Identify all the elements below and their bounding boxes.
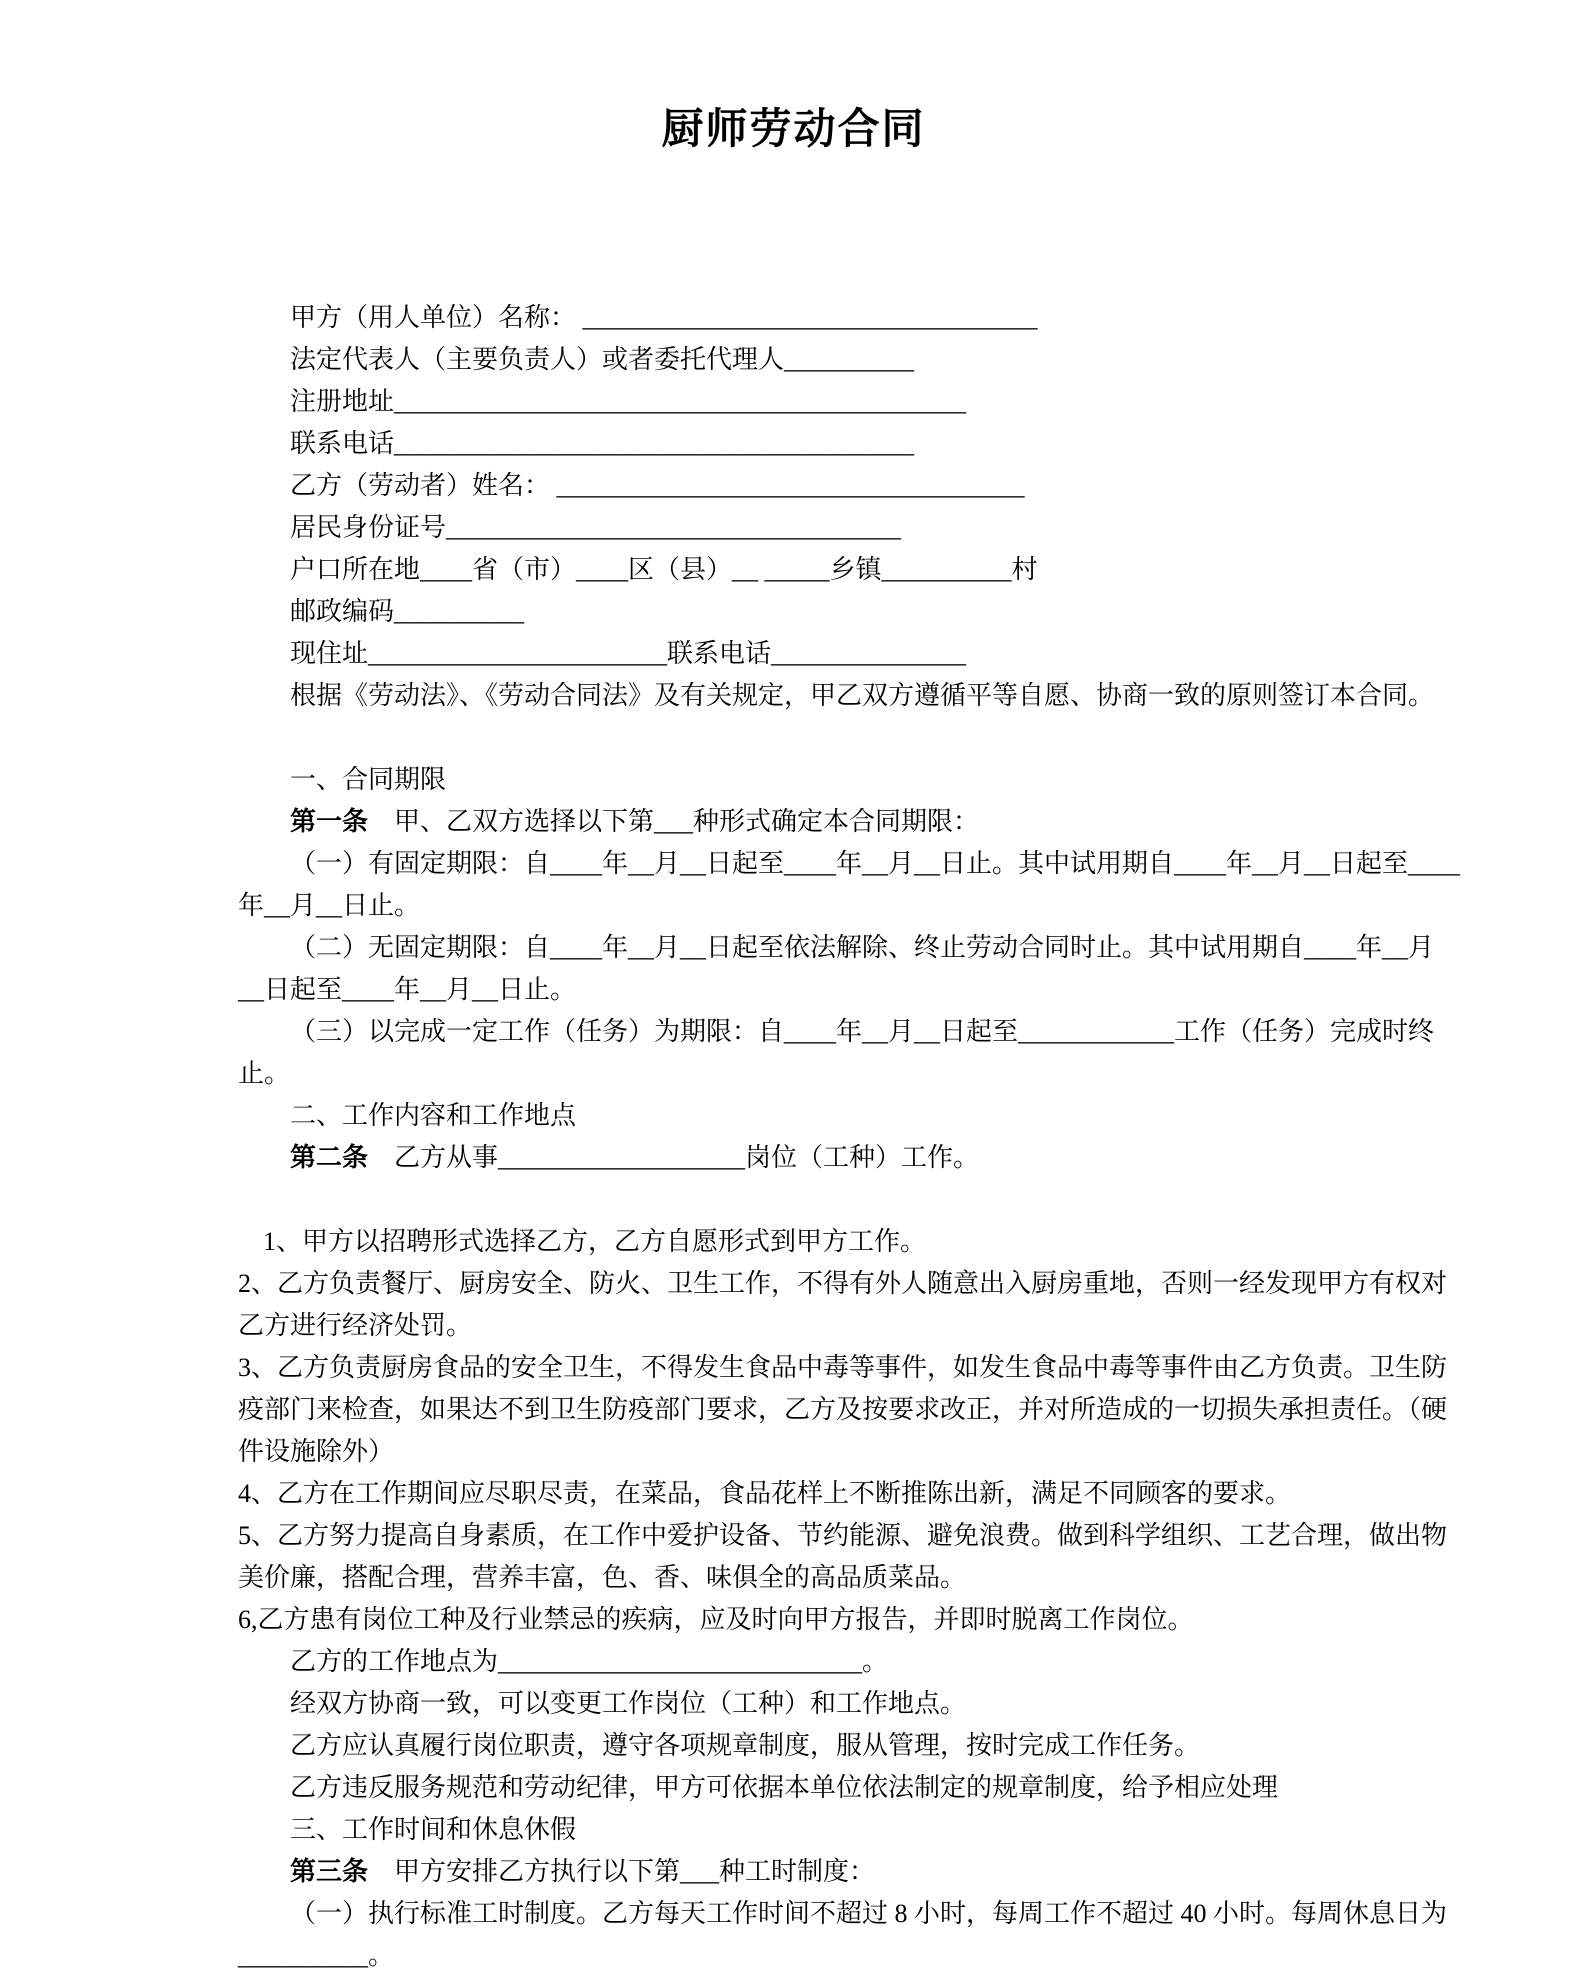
line-text: 4、乙方在工作期间应尽职尽责，在菜品，食品花样上不断推陈出新，满足不同顾客的要求。 [238, 1479, 1292, 1508]
clause-2-item-4 [238, 1473, 1577, 1515]
line-text: 经双方协商一致，可以变更工作岗位（工种）和工作地点。 [290, 1689, 967, 1718]
line-text: 三、工作时间和休息休假 [290, 1815, 577, 1844]
spacer [238, 1179, 1577, 1221]
line-text: 美价廉，搭配合理，营养丰富，色、香、味俱全的高品质菜品。 [238, 1563, 967, 1592]
clause-1-option-3-cont [238, 1053, 1577, 1095]
line-text: 3、乙方负责厨房食品的安全卫生，不得发生食品中毒等事件，如发生食品中毒等事件由乙方负责。卫生防 [238, 1353, 1448, 1382]
field-id-number [238, 507, 1577, 549]
line-text: 年__月__日止。 [238, 891, 421, 920]
line-text: 5、乙方努力提高自身素质，在工作中爱护设备、节约能源、避免浪费。做到科学组织、工艺合理，做出物 [238, 1521, 1448, 1550]
line-text: 疫部门来检查，如果达不到卫生防疫部门要求，乙方及按要求改正，并对所造成的一切损失承担责任。（硬 [238, 1395, 1448, 1424]
line-text: 1、甲方以招聘形式选择乙方，乙方自愿形式到甲方工作。 [263, 1227, 927, 1256]
line-text: 乙方应认真履行岗位职责，遵守各项规章制度，服从管理，按时完成工作任务。 [290, 1731, 1201, 1760]
preamble [238, 675, 1577, 717]
clause-1-option-1-cont [238, 885, 1577, 927]
line-text: 乙方从事___________________岗位（工种）工作。 [368, 1143, 980, 1172]
line-text: （二）无固定期限：自____年__月__日起至依法解除、终止劳动合同时止。其中试用期自____年__月 [290, 933, 1435, 962]
line-text: 甲、乙双方选择以下第___种形式确定本合同期限： [368, 807, 980, 836]
line-text: 居民身份证号___________________________________ [290, 513, 902, 542]
clause-1-option-2-cont [238, 969, 1577, 1011]
line-text: 联系电话________________________________________ [290, 429, 915, 458]
line-text: 乙方（劳动者）姓名： ____________________________________ [290, 471, 1025, 500]
line-text: 根据《劳动法》、《劳动合同法》及有关规定，甲乙双方遵循平等自愿、协商一致的原则签订本合同。 [290, 681, 1435, 710]
clause-1 [238, 801, 1577, 843]
line-text: 件设施除外） [238, 1437, 395, 1466]
line-text: 邮政编码__________ [290, 597, 525, 626]
line-text: 法定代表人（主要负责人）或者委托代理人__________ [290, 345, 915, 374]
field-legal-representative [238, 339, 1577, 381]
document-title: 厨师劳动合同 [661, 107, 926, 153]
clause-2-item-3-cont-2 [238, 1431, 1577, 1473]
line-text: 现住址_______________________联系电话_______________ [290, 639, 967, 668]
field-employee-name [238, 465, 1577, 507]
line-text: （一）有固定期限：自____年__月__日起至____年__月__日止。其中试用期自____年__月__日起至____ [290, 849, 1461, 878]
field-employer-name [238, 297, 1577, 339]
clause-2-item-3-cont [238, 1389, 1577, 1431]
clause-2-item-3 [238, 1347, 1577, 1389]
line-text: 注册地址____________________________________________ [290, 387, 967, 416]
field-household-registration [238, 549, 1577, 591]
line-text: 6,乙方患有岗位工种及行业禁忌的疾病，应及时向甲方报告，并即时脱离工作岗位。 [238, 1605, 1194, 1634]
clause-1-option-1 [238, 843, 1577, 885]
field-contact-phone [238, 423, 1577, 465]
clause-3 [238, 1851, 1577, 1893]
section-1-heading [238, 759, 1577, 801]
field-postal-code [238, 591, 1577, 633]
line-text: 一、合同期限 [290, 765, 447, 794]
line-text: 甲方（用人单位）名称： ___________________________________ [290, 303, 1038, 332]
clause-2-item-2-cont [238, 1305, 1577, 1347]
spacer [238, 717, 1577, 759]
line-text: （三）以完成一定工作（任务）为期限：自____年__月__日起至____________工作（任务）完成时终 [290, 1017, 1435, 1046]
clause-2-item-6 [238, 1599, 1577, 1641]
clause-1-option-2 [238, 927, 1577, 969]
section-2-heading [238, 1095, 1577, 1137]
clause-2-item-2 [238, 1263, 1577, 1305]
line-text: （一）执行标准工时制度。乙方每天工作时间不超过 8 小时，每周工作不超过 40 小时。每周休息日为 [290, 1899, 1448, 1928]
line-text: 乙方进行经济处罚。 [238, 1311, 473, 1340]
line-text: 2、乙方负责餐厅、厨房安全、防火、卫生工作，不得有外人随意出入厨房重地，否则一经发现甲方有权对 [238, 1269, 1448, 1298]
document-body [0, 297, 1587, 1969]
line-text: 止。 [238, 1059, 291, 1088]
clause-label: 第二条 [290, 1143, 369, 1172]
field-registered-address [238, 381, 1577, 423]
line-text: __日起至____年__月__日止。 [238, 975, 577, 1004]
discipline-line [238, 1767, 1577, 1809]
work-location-line [238, 1641, 1577, 1683]
clause-1-option-3 [238, 1011, 1577, 1053]
line-text: 二、工作内容和工作地点 [290, 1101, 577, 1130]
clause-2-item-5-cont [238, 1557, 1577, 1599]
work-change-line [238, 1683, 1577, 1725]
clause-3-option-1-cont [238, 1935, 1577, 1969]
line-text: 户口所在地____省（市）____区（县）__ _____乡镇__________村 [290, 555, 1038, 584]
clause-label: 第三条 [290, 1857, 369, 1886]
line-text: 甲方安排乙方执行以下第___种工时制度： [368, 1857, 876, 1886]
line-text: __________。 [238, 1941, 395, 1969]
clause-2-item-1 [238, 1221, 1577, 1263]
clause-label: 第一条 [290, 807, 369, 836]
section-3-heading [238, 1809, 1577, 1851]
duty-line [238, 1725, 1577, 1767]
field-current-address-phone [238, 633, 1577, 675]
clause-2-item-5 [238, 1515, 1577, 1557]
clause-2 [238, 1137, 1577, 1179]
line-text: 乙方的工作地点为____________________________。 [290, 1647, 889, 1676]
clause-3-option-1 [238, 1893, 1577, 1935]
line-text: 乙方违反服务规范和劳动纪律，甲方可依据本单位依法制定的规章制度，给予相应处理 [290, 1773, 1279, 1802]
